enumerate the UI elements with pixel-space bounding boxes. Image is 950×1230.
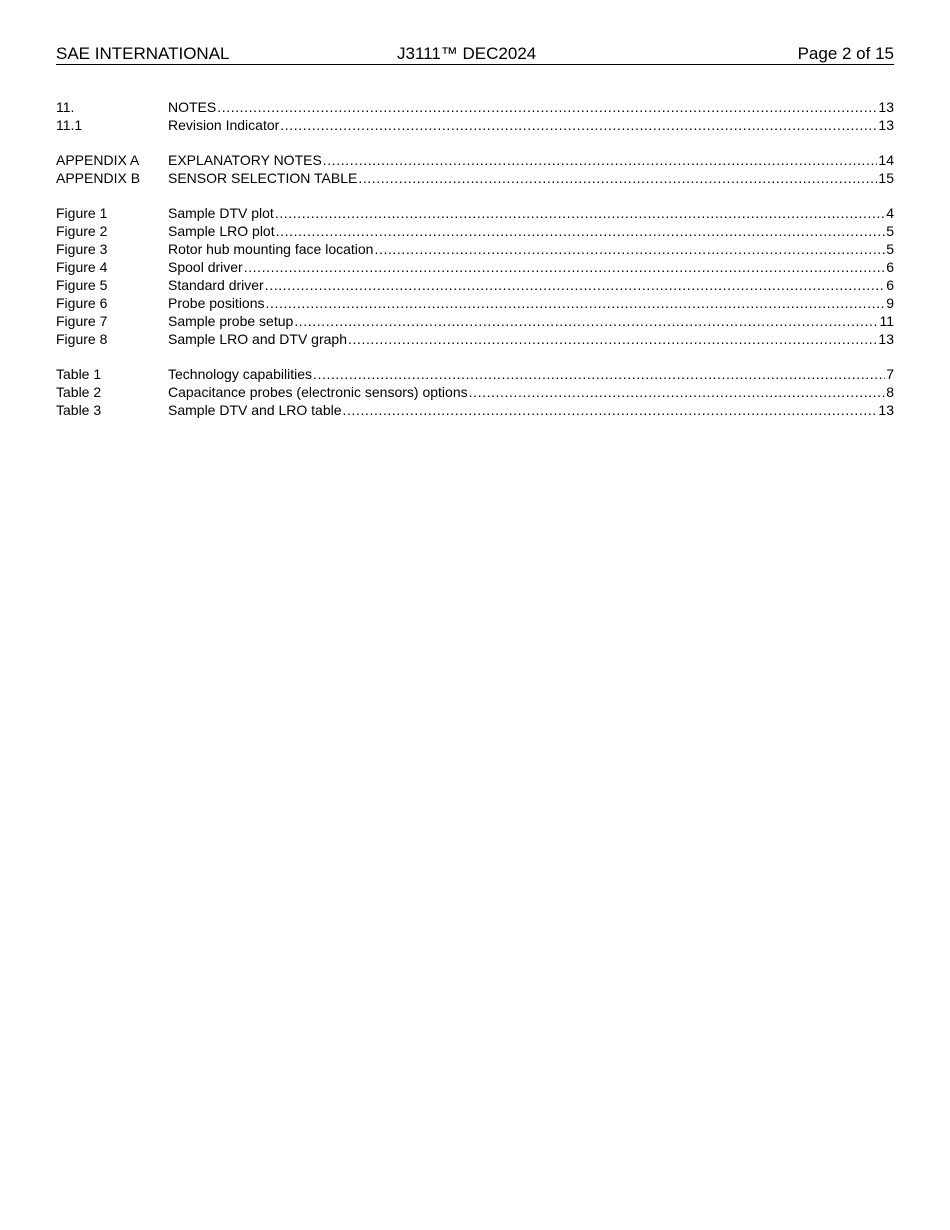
toc-entry-number: 11.: [56, 99, 75, 115]
toc-group: [56, 98, 894, 134]
toc-entry-title: SENSOR SELECTION TABLE: [168, 170, 358, 186]
header-document-id: J3111™ DEC2024: [397, 44, 537, 63]
toc-entry-title: Standard driver: [168, 277, 264, 293]
toc-dot-leader: [374, 240, 885, 258]
header-organization: SAE INTERNATIONAL: [56, 44, 230, 63]
toc-entry-number: Table 3: [56, 402, 102, 418]
toc-entry[interactable]: [56, 401, 894, 419]
toc-entry-title: NOTES: [168, 99, 217, 115]
table-of-contents: [56, 98, 894, 419]
toc-entry[interactable]: [56, 98, 894, 116]
toc-dot-leader: [323, 151, 878, 169]
toc-entry-title: Sample LRO and DTV graph: [168, 331, 347, 347]
toc-entry[interactable]: [56, 222, 894, 240]
toc-entry-number: Table 1: [56, 366, 102, 382]
toc-entry-number: Figure 1: [56, 205, 108, 221]
toc-entry-number: Figure 4: [56, 259, 108, 275]
toc-group: [56, 365, 894, 419]
toc-entry-page: 14: [878, 152, 894, 168]
toc-dot-leader: [265, 276, 885, 294]
toc-entry-number: Figure 8: [56, 331, 108, 347]
toc-entry[interactable]: [56, 258, 894, 276]
toc-entry-page: 6: [886, 259, 894, 275]
toc-entry-title: Sample DTV and LRO table: [168, 402, 342, 418]
toc-entry-page: 13: [878, 99, 894, 115]
toc-dot-leader: [266, 294, 886, 312]
toc-dot-leader: [469, 383, 886, 401]
toc-entry-number: APPENDIX A: [56, 152, 140, 168]
toc-entry-page: 13: [878, 402, 894, 418]
toc-entry-title: EXPLANATORY NOTES: [168, 152, 322, 168]
toc-entry-page: 11: [879, 313, 894, 329]
toc-entry-number: APPENDIX B: [56, 170, 141, 186]
header-page-number: Page 2 of 15: [797, 44, 894, 63]
toc-entry-number: Figure 7: [56, 313, 108, 329]
toc-dot-leader: [294, 312, 878, 330]
toc-dot-leader: [276, 222, 886, 240]
toc-entry-title: Revision Indicator: [168, 117, 280, 133]
toc-entry[interactable]: [56, 151, 894, 169]
toc-entry[interactable]: [56, 204, 894, 222]
toc-dot-leader: [244, 258, 886, 276]
toc-dot-leader: [313, 365, 885, 383]
toc-entry-title: Spool driver: [168, 259, 243, 275]
toc-entry-title: Probe positions: [168, 295, 265, 311]
toc-entry-page: 8: [886, 384, 894, 400]
toc-entry-page: 13: [878, 331, 894, 347]
toc-entry-title: Capacitance probes (electronic sensors) options: [168, 384, 468, 400]
toc-entry-page: 15: [878, 170, 894, 186]
toc-entry[interactable]: [56, 312, 894, 330]
toc-entry-number: Figure 5: [56, 277, 108, 293]
toc-entry-page: 9: [886, 295, 894, 311]
toc-entry-title: Rotor hub mounting face location: [168, 241, 374, 257]
toc-entry-page: 6: [886, 277, 894, 293]
toc-entry-number: Figure 2: [56, 223, 108, 239]
toc-dot-leader: [348, 330, 877, 348]
toc-entry-page: 5: [886, 241, 894, 257]
toc-entry-title: Sample LRO plot: [168, 223, 275, 239]
toc-entry-number: Figure 3: [56, 241, 108, 257]
toc-entry[interactable]: [56, 240, 894, 258]
toc-dot-leader: [280, 116, 877, 134]
toc-entry-page: 4: [886, 205, 894, 221]
document-page: [56, 44, 894, 436]
toc-entry-title: Sample probe setup: [168, 313, 294, 329]
page-header: [56, 44, 894, 65]
toc-entry-title: Technology capabilities: [168, 366, 312, 382]
toc-group: [56, 204, 894, 348]
toc-entry-page: 7: [886, 366, 894, 382]
toc-entry[interactable]: [56, 169, 894, 187]
toc-entry[interactable]: [56, 294, 894, 312]
toc-entry[interactable]: [56, 116, 894, 134]
toc-entry-title: Sample DTV plot: [168, 205, 274, 221]
toc-entry-number: Table 2: [56, 384, 102, 400]
toc-entry-number: 11.1: [56, 117, 83, 133]
toc-dot-leader: [343, 401, 878, 419]
toc-entry[interactable]: [56, 365, 894, 383]
toc-group: [56, 151, 894, 187]
toc-entry-page: 5: [886, 223, 894, 239]
toc-dot-leader: [275, 204, 885, 222]
toc-entry-number: Figure 6: [56, 295, 108, 311]
toc-entry-page: 13: [878, 117, 894, 133]
toc-entry[interactable]: [56, 330, 894, 348]
toc-dot-leader: [217, 98, 877, 116]
toc-dot-leader: [358, 169, 877, 187]
toc-entry[interactable]: [56, 383, 894, 401]
toc-entry[interactable]: [56, 276, 894, 294]
